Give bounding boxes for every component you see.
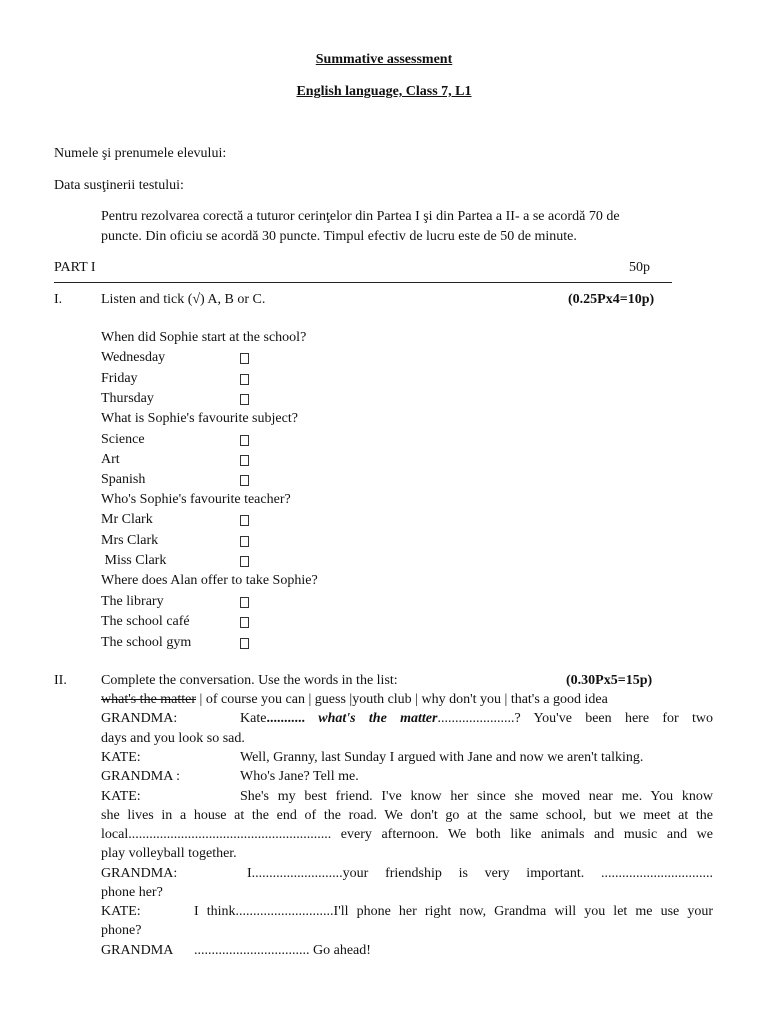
checkbox[interactable] xyxy=(240,638,249,649)
part-divider xyxy=(54,282,672,283)
speaker-grandma: GRANDMA : xyxy=(101,769,180,784)
q2-option-a: Science xyxy=(101,432,145,447)
document-title: Summative assessment xyxy=(315,52,453,67)
checkbox[interactable] xyxy=(240,515,249,526)
word-list-rest: | of course you can | guess |youth club | why don't you | that's a good idea xyxy=(196,692,608,707)
dialogue-line: local.......................................................... every afternoon. We both like animals and music and we xyxy=(101,827,713,842)
dialogue-line: ................................. Go ahead! xyxy=(194,943,371,958)
exercise-2-number: II. xyxy=(54,673,67,688)
q3-option-a: Mr Clark xyxy=(101,512,153,527)
dialogue-line: phone? xyxy=(101,923,142,938)
part-label: PART I xyxy=(54,260,96,275)
q1-option-c: Thursday xyxy=(101,391,154,406)
checkbox[interactable] xyxy=(240,597,249,608)
speaker-kate: KATE: xyxy=(101,904,141,919)
instructions-line-2: puncte. Din oficiu se acordă 30 puncte. Timpul efectiv de lucru este de 50 de minute. xyxy=(101,229,577,244)
speaker-grandma: GRANDMA xyxy=(101,943,174,958)
checkbox[interactable] xyxy=(240,556,249,567)
q4-option-a: The library xyxy=(101,594,164,609)
q4-option-b: The school café xyxy=(101,614,190,629)
exercise-1-number: I. xyxy=(54,292,63,307)
dialogue-line: play volleyball together. xyxy=(101,846,237,861)
dialogue-line: days and you look so sad. xyxy=(101,731,245,746)
checkbox[interactable] xyxy=(240,475,249,486)
instructions-line-1: Pentru rezolvarea corectă a tuturor cerinţelor din Partea I şi din Partea a II- a se acordă 70 de xyxy=(101,209,620,224)
dialogue-line: She's my best friend. I've know her since she moved near me. You know xyxy=(240,789,713,804)
checkbox[interactable] xyxy=(240,394,249,405)
test-date-label: Data susţinerii testului: xyxy=(54,178,184,193)
dialogue-line: phone her? xyxy=(101,885,163,900)
document-subtitle: English language, Class 7, L1 xyxy=(296,84,472,99)
q3-option-b: Mrs Clark xyxy=(101,533,159,548)
question-3: Who's Sophie's favourite teacher? xyxy=(101,492,291,507)
checkbox[interactable] xyxy=(240,455,249,466)
dialogue-line: I..........................your friendship is very important. ................................ xyxy=(247,866,713,881)
q2-option-b: Art xyxy=(101,452,120,467)
checkbox[interactable] xyxy=(240,536,249,547)
q3-option-c: Miss Clark xyxy=(101,553,167,568)
q2-option-c: Spanish xyxy=(101,472,146,487)
student-name-label: Numele şi prenumele elevului: xyxy=(54,146,227,161)
dialogue-line: Kate........... what's the matter......................? You've been here for two xyxy=(240,711,713,726)
exercise-2-instruction: Complete the conversation. Use the words in the list: xyxy=(101,673,398,688)
q1-option-a: Wednesday xyxy=(101,350,166,365)
q1-option-b: Friday xyxy=(101,371,138,386)
checkbox[interactable] xyxy=(240,617,249,628)
dialogue-line: Well, Granny, last Sunday I argued with Jane and now we aren't talking. xyxy=(240,750,644,765)
dialogue-line: I think............................I'll phone her right now, Grandma will you let me use your xyxy=(194,904,713,919)
checkbox[interactable] xyxy=(240,435,249,446)
speaker-kate: KATE: xyxy=(101,750,141,765)
dialogue-line: she lives in a house at the end of the road. We don't go at the same school, but we meet at the xyxy=(101,808,713,823)
speaker-grandma: GRANDMA: xyxy=(101,711,178,726)
question-4: Where does Alan offer to take Sophie? xyxy=(101,573,318,588)
exercise-2-score: (0.30Px5=15p) xyxy=(566,673,653,688)
word-list-struck: what's the matter xyxy=(101,692,197,707)
exercise-1-instruction: Listen and tick (√) A, B or C. xyxy=(101,292,266,307)
filled-answer: what's the matter xyxy=(304,711,438,726)
dialogue-line: Who's Jane? Tell me. xyxy=(240,769,359,784)
checkbox[interactable] xyxy=(240,374,249,385)
exercise-1-score: (0.25Px4=10p) xyxy=(568,292,655,307)
question-1: When did Sophie start at the school? xyxy=(101,330,307,345)
speaker-grandma: GRANDMA: xyxy=(101,866,178,881)
q4-option-c: The school gym xyxy=(101,635,192,650)
checkbox[interactable] xyxy=(240,353,249,364)
part-points: 50p xyxy=(629,260,650,275)
question-2: What is Sophie's favourite subject? xyxy=(101,411,298,426)
speaker-kate: KATE: xyxy=(101,789,141,804)
word-list xyxy=(101,692,608,708)
